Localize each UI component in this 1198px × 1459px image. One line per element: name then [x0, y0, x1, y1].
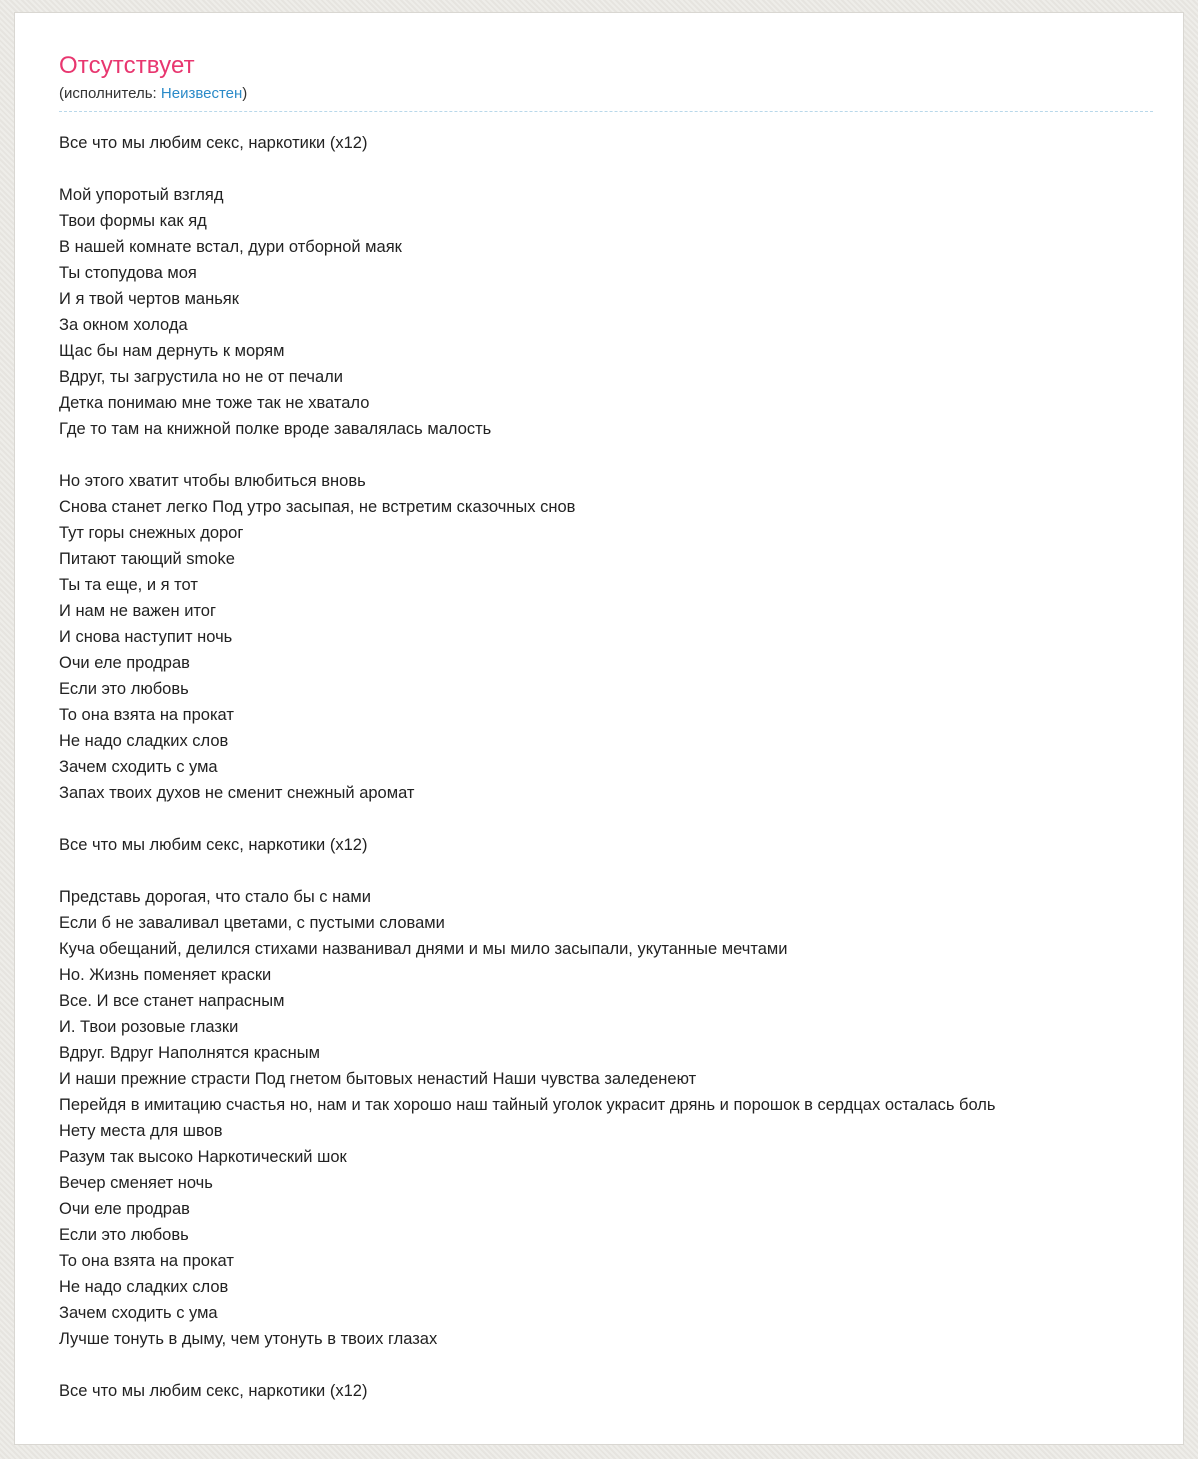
lyrics-line: Вечер сменяет ночь	[59, 1174, 213, 1192]
lyrics-line: И я твой чертов маньяк	[59, 290, 239, 308]
lyrics-line: Лучше тонуть в дыму, чем утонуть в твоих глазах	[59, 1330, 438, 1348]
lyrics-line: Мой упоротый взгляд	[59, 186, 224, 204]
lyrics-line: Все что мы любим секс, наркотики (х12)	[59, 134, 368, 152]
lyrics-line: Все что мы любим секс, наркотики (х12)	[59, 1382, 368, 1400]
lyrics-line: Снова станет легко Под утро засыпая, не встретим сказочных снов	[59, 498, 576, 516]
lyrics-line: Нету места для швов	[59, 1122, 223, 1140]
artist-suffix: )	[242, 85, 248, 102]
lyrics-blank-line	[59, 858, 1153, 884]
lyrics-line: Представь дорогая, что стало бы с нами	[59, 888, 371, 906]
lyrics-blank-line	[59, 806, 1153, 832]
lyrics-blank-line	[59, 442, 1153, 468]
lyrics-line: Не надо сладких слов	[59, 732, 229, 750]
artist-line	[59, 85, 1153, 112]
artist-label: (исполнитель:	[59, 85, 157, 102]
lyrics-line: Все что мы любим секс, наркотики (х12)	[59, 836, 368, 854]
lyrics-line: Ты стопудова моя	[59, 264, 197, 282]
lyrics-line: То она взята на прокат	[59, 1252, 234, 1270]
lyrics-line: Но этого хватит чтобы влюбиться вновь	[59, 472, 366, 490]
lyrics-line: И. Твои розовые глазки	[59, 1018, 239, 1036]
lyrics-line: Если б не заваливал цветами, с пустыми словами	[59, 914, 445, 932]
lyrics-line: Куча обещаний, делился стихами названивал днями и мы мило засыпали, укутанные мечтами	[59, 940, 788, 958]
lyrics-line: Перейдя в имитацию счастья но, нам и так хорошо наш тайный уголок украсит дрянь и порошок в сердцах осталась боль	[59, 1096, 996, 1114]
lyrics-body	[59, 130, 1153, 1404]
lyrics-line: В нашей комнате встал, дури отборной маяк	[59, 238, 402, 256]
lyrics-line: За окном холода	[59, 316, 188, 334]
lyrics-line: Запах твоих духов не сменит снежный аромат	[59, 784, 415, 802]
lyrics-line: Но. Жизнь поменяет краски	[59, 966, 272, 984]
lyrics-line: Если это любовь	[59, 680, 189, 698]
lyrics-line: Зачем сходить с ума	[59, 758, 218, 776]
lyrics-sheet	[14, 12, 1184, 1445]
lyrics-line: Где то там на книжной полке вроде завалялась малость	[59, 420, 492, 438]
lyrics-blank-line	[59, 156, 1153, 182]
lyrics-line: Щас бы нам дернуть к морям	[59, 342, 285, 360]
lyrics-line: Питают тающий smoke	[59, 550, 235, 568]
lyrics-line: Очи еле продрав	[59, 654, 190, 672]
lyrics-line: Вдруг. Вдруг Наполнятся красным	[59, 1044, 320, 1062]
lyrics-line: Тут горы снежных дорог	[59, 524, 244, 542]
lyrics-line: И снова наступит ночь	[59, 628, 233, 646]
lyrics-line: И нам не важен итог	[59, 602, 216, 620]
lyrics-line: И наши прежние страсти Под гнетом бытовых ненастий Наши чувства заледенеют	[59, 1070, 697, 1088]
lyrics-blank-line	[59, 1352, 1153, 1378]
lyrics-line: Все. И все станет напрасным	[59, 992, 285, 1010]
lyrics-line: Ты та еще, и я тот	[59, 576, 198, 594]
lyrics-line: Разум так высоко Наркотический шок	[59, 1148, 347, 1166]
lyrics-line: Зачем сходить с ума	[59, 1304, 218, 1322]
lyrics-line: Твои формы как яд	[59, 212, 207, 230]
page-title: Отсутствует	[59, 52, 195, 79]
lyrics-line: Если это любовь	[59, 1226, 189, 1244]
artist-link[interactable]: Неизвестен	[160, 85, 243, 102]
lyrics-line: Вдруг, ты загрустила но не от печали	[59, 368, 343, 386]
lyrics-line: Очи еле продрав	[59, 1200, 190, 1218]
lyrics-line: То она взята на прокат	[59, 706, 234, 724]
lyrics-line: Детка понимаю мне тоже так не хватало	[59, 394, 370, 412]
lyrics-line: Не надо сладких слов	[59, 1278, 229, 1296]
